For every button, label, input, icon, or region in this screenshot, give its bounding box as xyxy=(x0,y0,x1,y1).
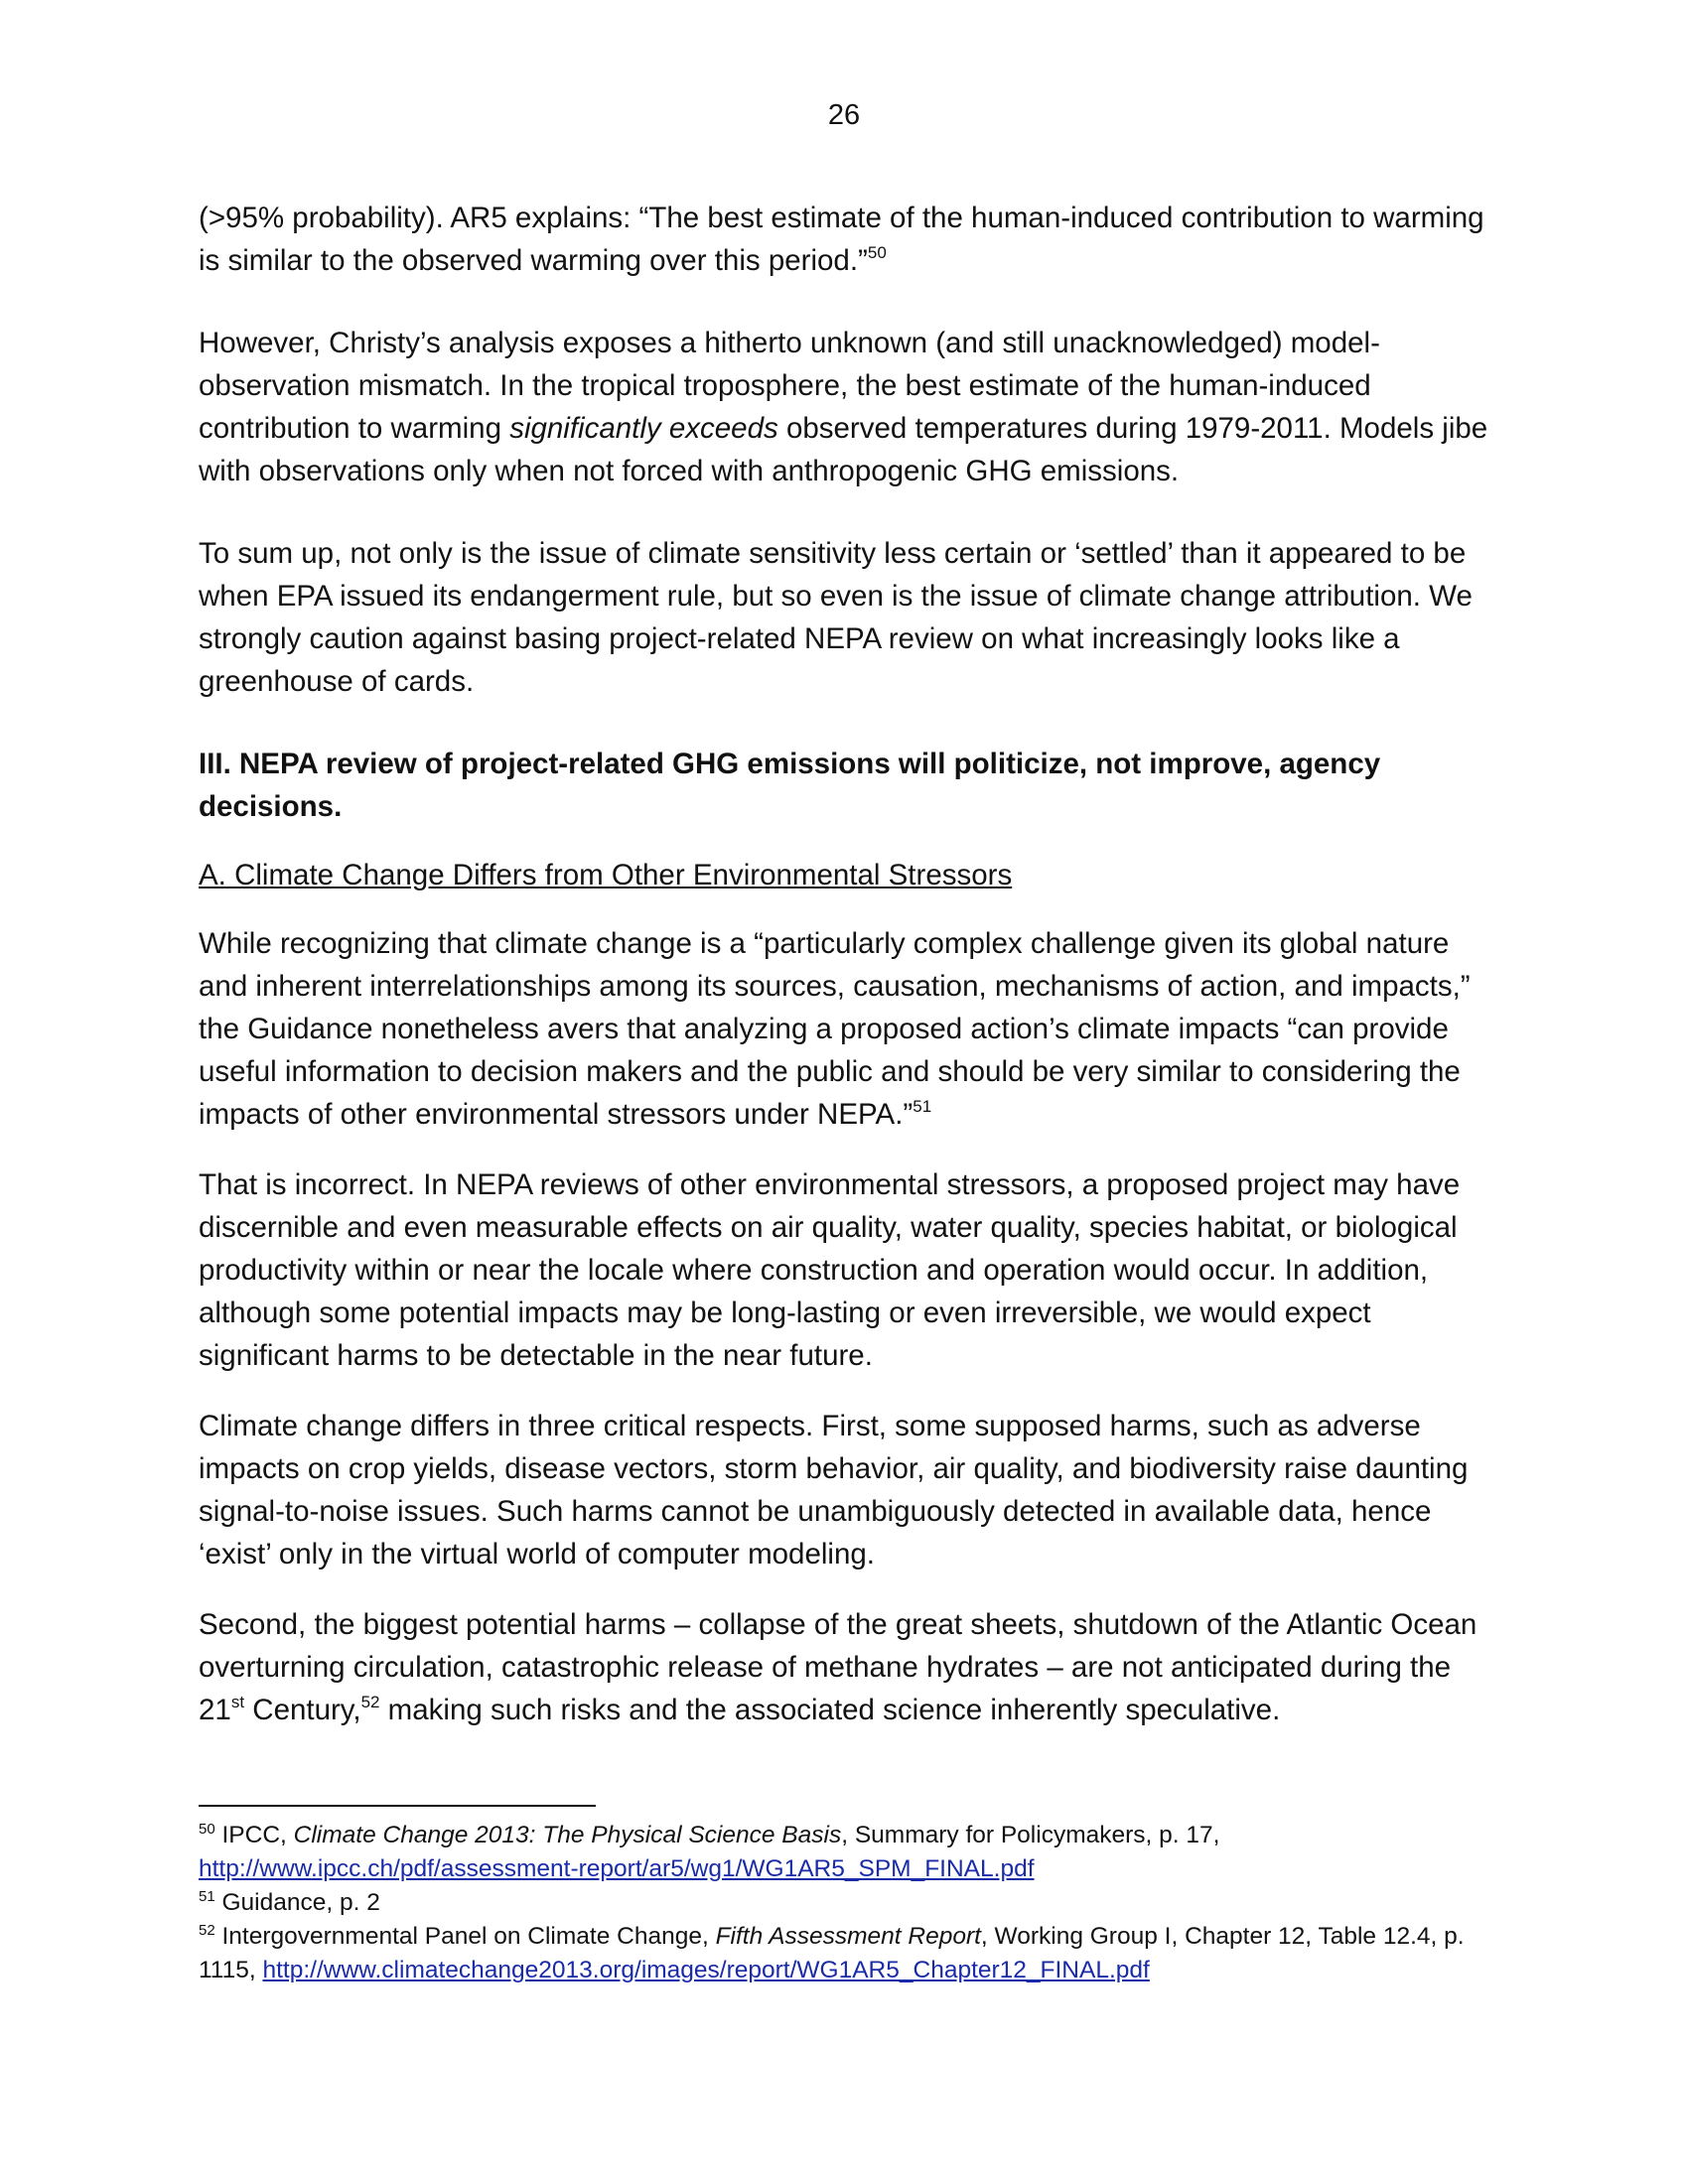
footnote-text: Intergovernmental Panel on Climate Change, xyxy=(214,1923,716,1950)
footnote-text: , Working Group I, Chapter 12, Table 12.4, p. 1115, xyxy=(199,1923,1465,1983)
emphasis-text: significantly exceeds xyxy=(509,412,778,445)
section-heading: III. NEPA review of project-related GHG emissions will politicize, not improve, agency decisions. xyxy=(199,748,1381,823)
paragraph-sum-up xyxy=(199,532,1489,703)
footnote-number: 52 xyxy=(199,1922,215,1939)
paragraph-text: Second, the biggest potential harms – collapse of the great sheets, shutdown of the Atlantic Ocean overturning circulation, catastrophic release of methane hydrates – are not anticipated during the 21 xyxy=(199,1608,1477,1726)
ordinal-suffix: st xyxy=(230,1693,245,1711)
paragraph-text: Climate change differs in three critical respects. First, some supposed harms, such as adverse impacts on crop yields, disease vectors, storm behavior, air quality, and biodiversity raise daunting signal-to-noise issues. Such harms cannot be unambiguously detected in available data, hence ‘exist’ only in the virtual world of computer modeling. xyxy=(199,1410,1469,1570)
paragraph-text: Century, xyxy=(244,1694,361,1726)
footnote-ref-51[interactable]: 51 xyxy=(913,1097,932,1116)
footnote-title: Fifth Assessment Report xyxy=(715,1923,981,1950)
paragraph-text: To sum up, not only is the issue of climate sensitivity less certain or ‘settled’ than it appeared to be when EPA issued its endangerment rule, but so even is the issue of climate change attribution. We strongly caution against basing project-related NEPA review on what increasingly looks like a greenhouse of cards. xyxy=(199,537,1473,698)
footnote-51 xyxy=(199,1886,1489,1920)
footnote-52 xyxy=(199,1920,1489,1987)
footnote-text: IPCC, xyxy=(214,1822,294,1848)
paragraph-text: However, Christy’s analysis exposes a hitherto unknown (and still unacknowledged) model-observation mismatch. In the tropical troposphere, the best estimate of the human-induced contribution to warming xyxy=(199,327,1380,445)
footnote-ref-50[interactable]: 50 xyxy=(867,243,887,262)
paragraph-three-respects xyxy=(199,1405,1489,1575)
document-body xyxy=(199,197,1489,1759)
paragraph-biggest-harms xyxy=(199,1603,1489,1731)
paragraph-text: (>95% probability). AR5 explains: “The best estimate of the human-induced contribution to warming is similar to the observed warming over this period.” xyxy=(199,202,1484,277)
paragraph-text: That is incorrect. In NEPA reviews of other environmental stressors, a proposed project may have discernible and even measurable effects on air quality, water quality, species habitat, or biological productivity within or near the locale where construction and operation would occur. In addition, although some potential impacts may be long-lasting or even irreversible, we would expect significant harms to be detectable in the near future. xyxy=(199,1168,1461,1372)
paragraph-incorrect xyxy=(199,1163,1489,1377)
footnote-number: 51 xyxy=(199,1888,215,1905)
paragraph-christy-analysis xyxy=(199,322,1489,492)
footnote-50 xyxy=(199,1819,1489,1886)
footnote-text: Guidance, p. 2 xyxy=(214,1889,380,1916)
footnote-divider xyxy=(199,1805,596,1807)
footnote-title: Climate Change 2013: The Physical Science Basis xyxy=(293,1822,842,1848)
footnote-ref-52[interactable]: 52 xyxy=(360,1693,380,1711)
footnote-number: 50 xyxy=(199,1821,215,1838)
paragraph-guidance-quote xyxy=(199,922,1489,1136)
page-number: 26 xyxy=(827,99,861,131)
footnote-link[interactable]: http://www.climatechange2013.org/images/report/WG1AR5_Chapter12_FINAL.pdf xyxy=(262,1957,1150,1983)
paragraph-text: While recognizing that climate change is a “particularly complex challenge given its global nature and inherent interrelationships among its sources, causation, mechanisms of action, and impacts,” the Guidance nonetheless avers that analyzing a proposed action’s climate impacts “can provide useful information to decision makers and the public and should be very similar to considering the impacts of other environmental stressors under NEPA.” xyxy=(199,927,1471,1131)
footnote-link[interactable]: http://www.ipcc.ch/pdf/assessment-report/ar5/wg1/WG1AR5_SPM_FINAL.pdf xyxy=(199,1855,1035,1882)
footnote-text: , Summary for Policymakers, p. 17, xyxy=(841,1822,1220,1848)
paragraph-ar5-attribution xyxy=(199,197,1489,282)
paragraph-text: making such risks and the associated science inherently speculative. xyxy=(379,1694,1281,1726)
paragraph-text: observed temperatures during 1979-2011. Models jibe with observations only when not forced with anthropogenic GHG emissions. xyxy=(199,412,1488,487)
subsection-heading: A. Climate Change Differs from Other Environmental Stressors xyxy=(199,859,1013,891)
footnotes-section xyxy=(199,1819,1489,1987)
